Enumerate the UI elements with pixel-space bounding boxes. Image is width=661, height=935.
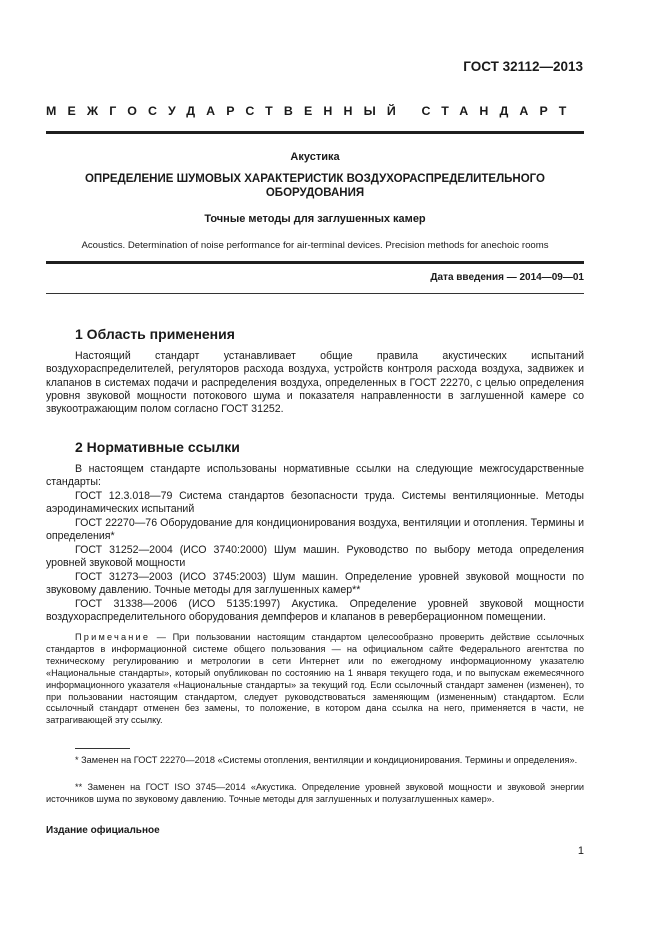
main-title-line1: ОПРЕДЕЛЕНИЕ ШУМОВЫХ ХАРАКТЕРИСТИК ВОЗДУХОРАСПРЕДЕЛИТЕЛЬНОГО <box>84 173 545 185</box>
section-1-heading: 1 Область применения <box>75 326 235 342</box>
section-2-intro: В настоящем стандарте использованы нормативные ссылки на следующие межгосударственные стандарты: <box>46 463 584 489</box>
note-text: — При пользовании настоящим стандартом целесообразно проверить действие ссылочных стандартов в информационной системе общего пользования — на официальном сайте Федерального агентства по техническому регулированию и метрологии в сети Интернет или по ежегодному информационному указателю «Национальные стандарты», который опубликован по состоянию на 1 января текущего года, и по выпускам ежемесячного информационного указателя «Национальные стандарты» за текущий год. Если ссылочный стандарт заменен (изменен), то при пользовании настоящим стандартом, следует руководствоваться заменяющим (измененным) стандартом. Если ссылочный стандарт отменен без замены, то положение, в котором дана ссылка на него, применяется в части, не затрагивающей эту ссылку. <box>46 632 584 726</box>
note-label: Примечание <box>75 632 151 642</box>
english-title: Acoustics. Determination of noise performance for air-terminal devices. Precision methods for anechoic rooms <box>81 240 549 251</box>
document-code: ГОСТ 32112—2013 <box>463 59 583 74</box>
introduction-date: Дата введения — 2014—09—01 <box>430 272 584 283</box>
page-number: 1 <box>577 845 584 857</box>
reference-item: ГОСТ 31338—2006 (ИСО 5135:1997) Акустика. Определение уровней звуковой мощности воздухораспределительного оборудования демпферов и клапанов в реверберационном помещении. <box>46 598 584 624</box>
official-edition-label: Издание официальное <box>46 825 160 836</box>
reference-item: ГОСТ 31252—2004 (ИСО 3740:2000) Шум машин. Руководство по выбору метода определения уровней звуковой мощности <box>46 544 584 570</box>
footnote-separator <box>75 748 130 749</box>
footnote-2: ** Заменен на ГОСТ ISO 3745—2014 «Акустика. Определение уровней звуковой мощности и звуковой энергии источников шума по звуковому давлению. Точные методы для заглушенных и полузаглушенных камер». <box>46 782 584 804</box>
title-divider <box>46 261 584 264</box>
footnote-1: * Заменен на ГОСТ 22270—2018 «Системы отопления, вентиляции и кондиционирования. Термины и определения». <box>75 755 578 765</box>
note-paragraph <box>46 632 584 727</box>
section-1-text: Настоящий стандарт устанавливает общие правила акустических испытаний воздухораспределителей, регуляторов расхода воздуха, устройств контроля расхода воздуха, задвижек и клапанов в системах подачи и распределения воздуха, определенных в ГОСТ 22270, с целью определения уровня звуковой мощности потокового шума и показателя направленности в заглушенной камере со звукоотражающим полом согласно ГОСТ 31252. <box>46 350 584 416</box>
subtitle: Точные методы для заглушенных камер <box>204 213 426 225</box>
date-divider <box>46 293 584 294</box>
standard-type-heading: МЕЖГОСУДАРСТВЕННЫЙ СТАНДАРТ <box>46 104 578 118</box>
header-divider <box>46 131 584 134</box>
section-2-heading: 2 Нормативные ссылки <box>75 439 240 455</box>
main-title <box>46 172 584 200</box>
reference-item: ГОСТ 31273—2003 (ИСО 3745:2003) Шум машин. Определение уровней звуковой мощности по звуковому давлению. Точные методы для заглушенных камер** <box>46 571 584 597</box>
reference-item: ГОСТ 12.3.018—79 Система стандартов безопасности труда. Системы вентиляционные. Методы аэродинамических испытаний <box>46 490 584 516</box>
main-title-line2: ОБОРУДОВАНИЯ <box>265 187 365 199</box>
reference-item: ГОСТ 22270—76 Оборудование для кондиционирования воздуха, вентиляции и отопления. Термины и определения* <box>46 517 584 543</box>
subject-title: Акустика <box>290 151 340 163</box>
